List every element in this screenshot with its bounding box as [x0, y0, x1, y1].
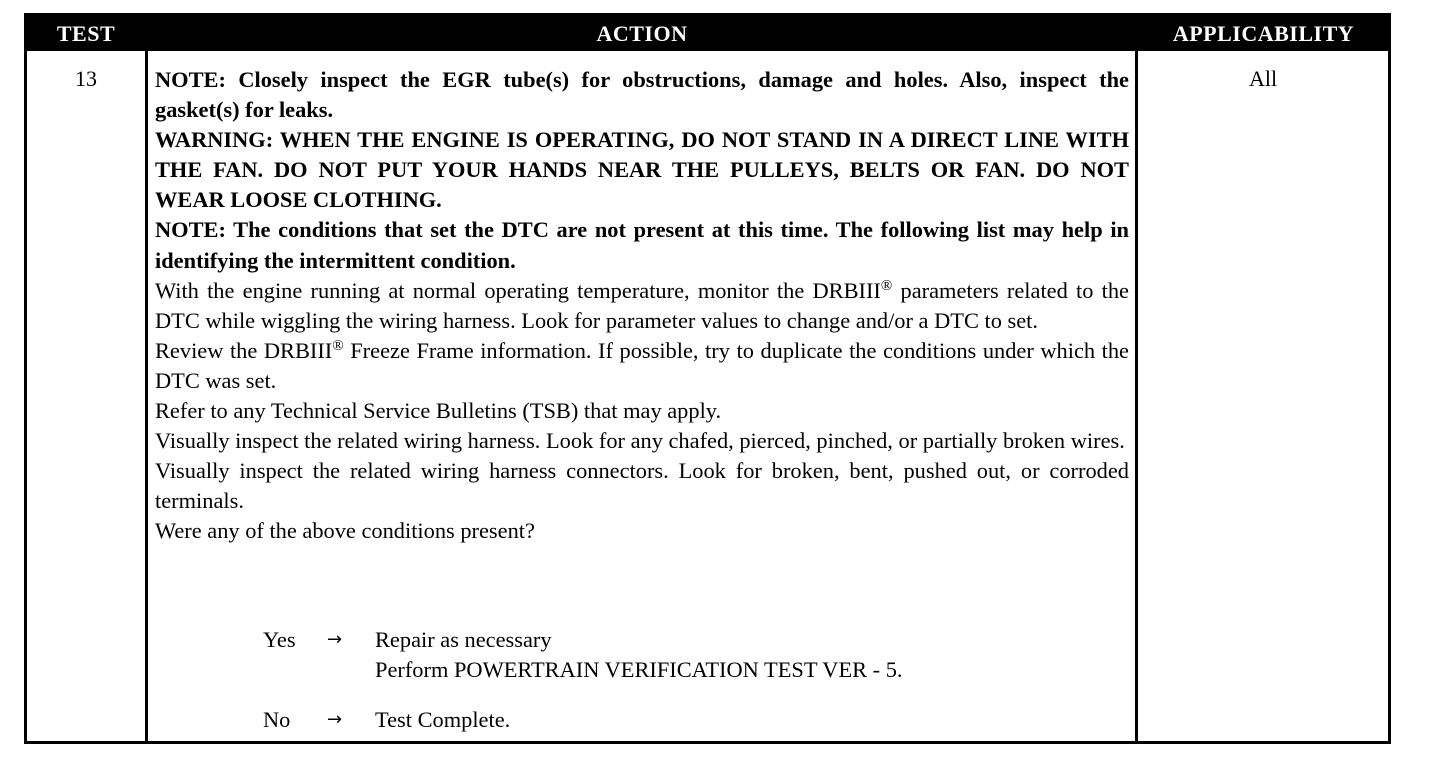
header-applicability: APPLICABILITY [1172, 21, 1355, 46]
no-line-1: Test Complete. [375, 707, 511, 732]
step-inspect-connectors: Visually inspect the related wiring harness connectors. Look for broken, bent, pushed out, or corroded terminals. [155, 458, 1129, 514]
yes-line-1: Repair as necessary [375, 627, 552, 652]
arrow-right-icon: → [327, 629, 343, 650]
header-test: TEST [56, 21, 116, 46]
registered-mark: ® [332, 337, 344, 354]
step-monitor-parameters [155, 276, 1129, 336]
yes-line-2: Perform POWERTRAIN VERIFICATION TEST VER - 5. [375, 657, 903, 682]
step-inspect-harness: Visually inspect the related wiring harness. Look for any chafed, pierced, pinched, or partially broken wires. [155, 428, 1125, 454]
diagnostic-test-table [24, 13, 1391, 744]
arrow-right-icon: → [327, 709, 343, 730]
column-divider-test [145, 16, 148, 741]
header-action: ACTION [596, 21, 688, 46]
action-cell [155, 65, 1129, 547]
note-intermittent: NOTE: The conditions that set the DTC are not present at this time. The following list may help in identifying the intermittent condition. [155, 217, 1129, 273]
table-header [27, 16, 1388, 51]
no-instructions [375, 705, 510, 735]
no-label: No [263, 707, 291, 732]
applicability-value: All [1248, 66, 1278, 91]
step-monitor-text-b: parameters related to the DTC while wiggling the wiring harness. Look for parameter values to change and/or a DTC to set. [155, 277, 1129, 333]
step-monitor-text-a: With the engine running at normal operating temperature, monitor the DRBIII [155, 277, 881, 303]
step-freeze-text-b: Freeze Frame information. If possible, try to duplicate the conditions under which the DTC was set. [155, 337, 1129, 393]
step-freeze-text-a: Review the DRBIII [155, 337, 333, 363]
registered-mark: ® [880, 277, 893, 294]
question: Were any of the above conditions present? [155, 518, 535, 544]
step-tsb: Refer to any Technical Service Bulletins (TSB) that may apply. [155, 398, 722, 424]
yes-label: Yes [263, 627, 296, 652]
note-egr-inspection: NOTE: Closely inspect the EGR tube(s) for obstructions, damage and holes. Also, inspect the gasket(s) for leaks. [155, 67, 1129, 123]
yes-instructions [375, 625, 903, 685]
column-divider-applicability [1135, 16, 1138, 741]
warning-fan: WARNING: WHEN THE ENGINE IS OPERATING, DO NOT STAND IN A DIRECT LINE WITH THE FAN. DO NOT PUT YOUR HANDS NEAR THE PULLEYS, BELTS OR FAN. DO NOT WEAR LOOSE CLOTHING. [155, 127, 1129, 213]
step-freeze-frame [155, 336, 1129, 396]
test-number: 13 [75, 66, 97, 91]
